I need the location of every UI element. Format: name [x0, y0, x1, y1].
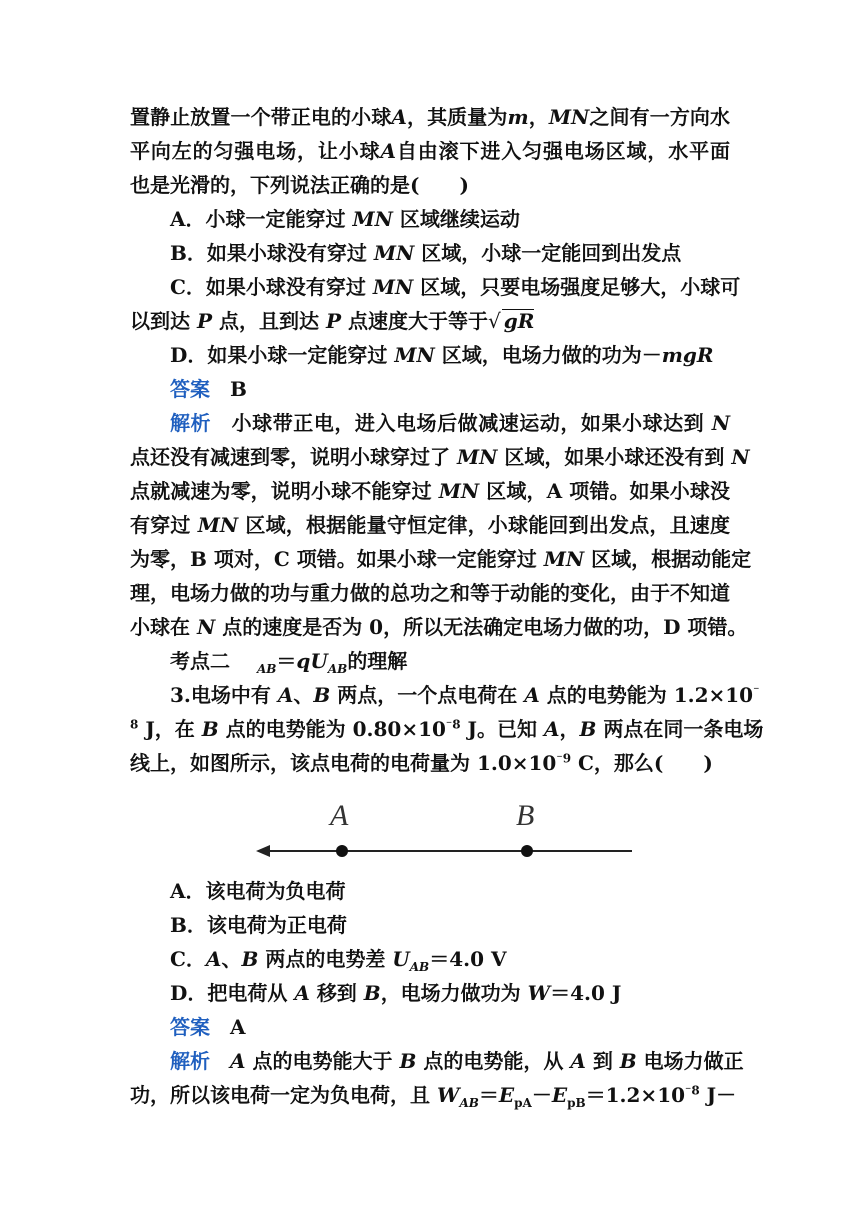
arrow-left-icon — [256, 845, 270, 857]
point-a-label: A — [330, 799, 349, 832]
analysis-label: 解析 — [170, 1049, 210, 1073]
intro-line-1: 置静止放置一个带正电的小球A，其质量为m，MN之间有一方向水 — [130, 105, 731, 129]
q2-option-b: B．如果小球没有穿过 MN 区域，小球一定能回到出发点 — [170, 241, 682, 265]
q2-option-d: D．如果小球一定能穿过 MN 区域，电场力做的功为－mgR — [170, 343, 714, 367]
point-b-dot — [521, 845, 533, 857]
q3-stem-line-1: 3.电场中有 A、B 两点，一个点电荷在 A 点的电势能为 1.2×10⁻ — [170, 683, 760, 707]
q2-option-a: A．小球一定能穿过 MN 区域继续运动 — [170, 207, 520, 231]
q2-option-c-line-1: C．如果小球没有穿过 MN 区域，只要电场强度足够大，小球可 — [170, 275, 741, 299]
q2-analysis-line-1: 解析 小球带正电，进入电场后做减速运动，如果小球达到 N — [170, 411, 731, 435]
answer-label: 答案 — [170, 1015, 210, 1039]
point-a-dot — [336, 845, 348, 857]
q2-analysis-line-7: 小球在 N 点的速度是否为 0，所以无法确定电场力做的功，D 项错。 — [130, 615, 748, 639]
answer-label: 答案 — [170, 377, 210, 401]
q2-analysis-line-4: 有穿过 MN 区域，根据能量守恒定律，小球能回到出发点，且速度 — [130, 513, 731, 537]
q3-option-b: B．该电荷为正电荷 — [170, 913, 347, 937]
point-b-label: B — [516, 799, 535, 832]
q2-analysis-line-2: 点还没有减速到零，说明小球穿过了 MN 区域，如果小球还没有到 N — [130, 445, 750, 469]
q2-option-c-line-2: 以到达 P 点，且到达 P 点速度大于等于√ gR — [130, 309, 535, 333]
electric-field-line-figure — [250, 795, 640, 865]
q3-stem-line-2: $^8$ J，在 B 点的电势能为 $0.80\times 10^{^-8}$ J。已知 A，B 两点在同一条电场 — [130, 717, 764, 741]
intro-line-2: 平向左的匀强电场，让小球A自由滚下进入匀强电场区域，水平面 — [130, 139, 731, 163]
q3-option-d: D．把电荷从 A 移到 B，电场力做功为 W＝4.0 J — [170, 981, 622, 1005]
q3-stem-line-3: 线上，如图所示，该点电荷的电荷量为 $1.0\times 10^{^-9}$ C，那么( ) — [130, 751, 713, 775]
q2-analysis-line-3: 点就减速为零，说明小球不能穿过 MN 区域，A 项错。如果小球没 — [130, 479, 731, 503]
analysis-label: 解析 — [170, 411, 212, 435]
q2-analysis-line-6: 理，电场力做的功与重力做的总功之和等于动能的变化，由于不知道 — [130, 581, 730, 605]
intro-line-3: 也是光滑的，下列说法正确的是( ) — [130, 173, 469, 197]
q3-option-a: A．该电荷为负电荷 — [170, 879, 346, 903]
section-heading: 考点二 $_{AB}=qU_{AB}$的理解 — [170, 649, 408, 676]
q2-analysis-line-5: 为零，B 项对，C 项错。如果小球一定能穿过 MN 区域，根据动能定 — [130, 547, 752, 571]
q2-answer: 答案 B — [170, 377, 247, 401]
q3-option-c: C．A、B 两点的电势差 $U_{AB}=4.0$ V — [170, 947, 507, 974]
sqrt-symbol: √ — [487, 309, 501, 333]
q3-analysis-line-2: 功，所以该电荷一定为负电荷，且 $W_{AB}=E_{pA}-E_{pB}=1.2\times 10^{^-8}$ J－ — [130, 1083, 737, 1110]
q3-analysis-line-1: 解析 A 点的电势能大于 B 点的电势能，从 A 到 B 电场力做正 — [170, 1049, 744, 1073]
q3-answer: 答案 A — [170, 1015, 246, 1039]
